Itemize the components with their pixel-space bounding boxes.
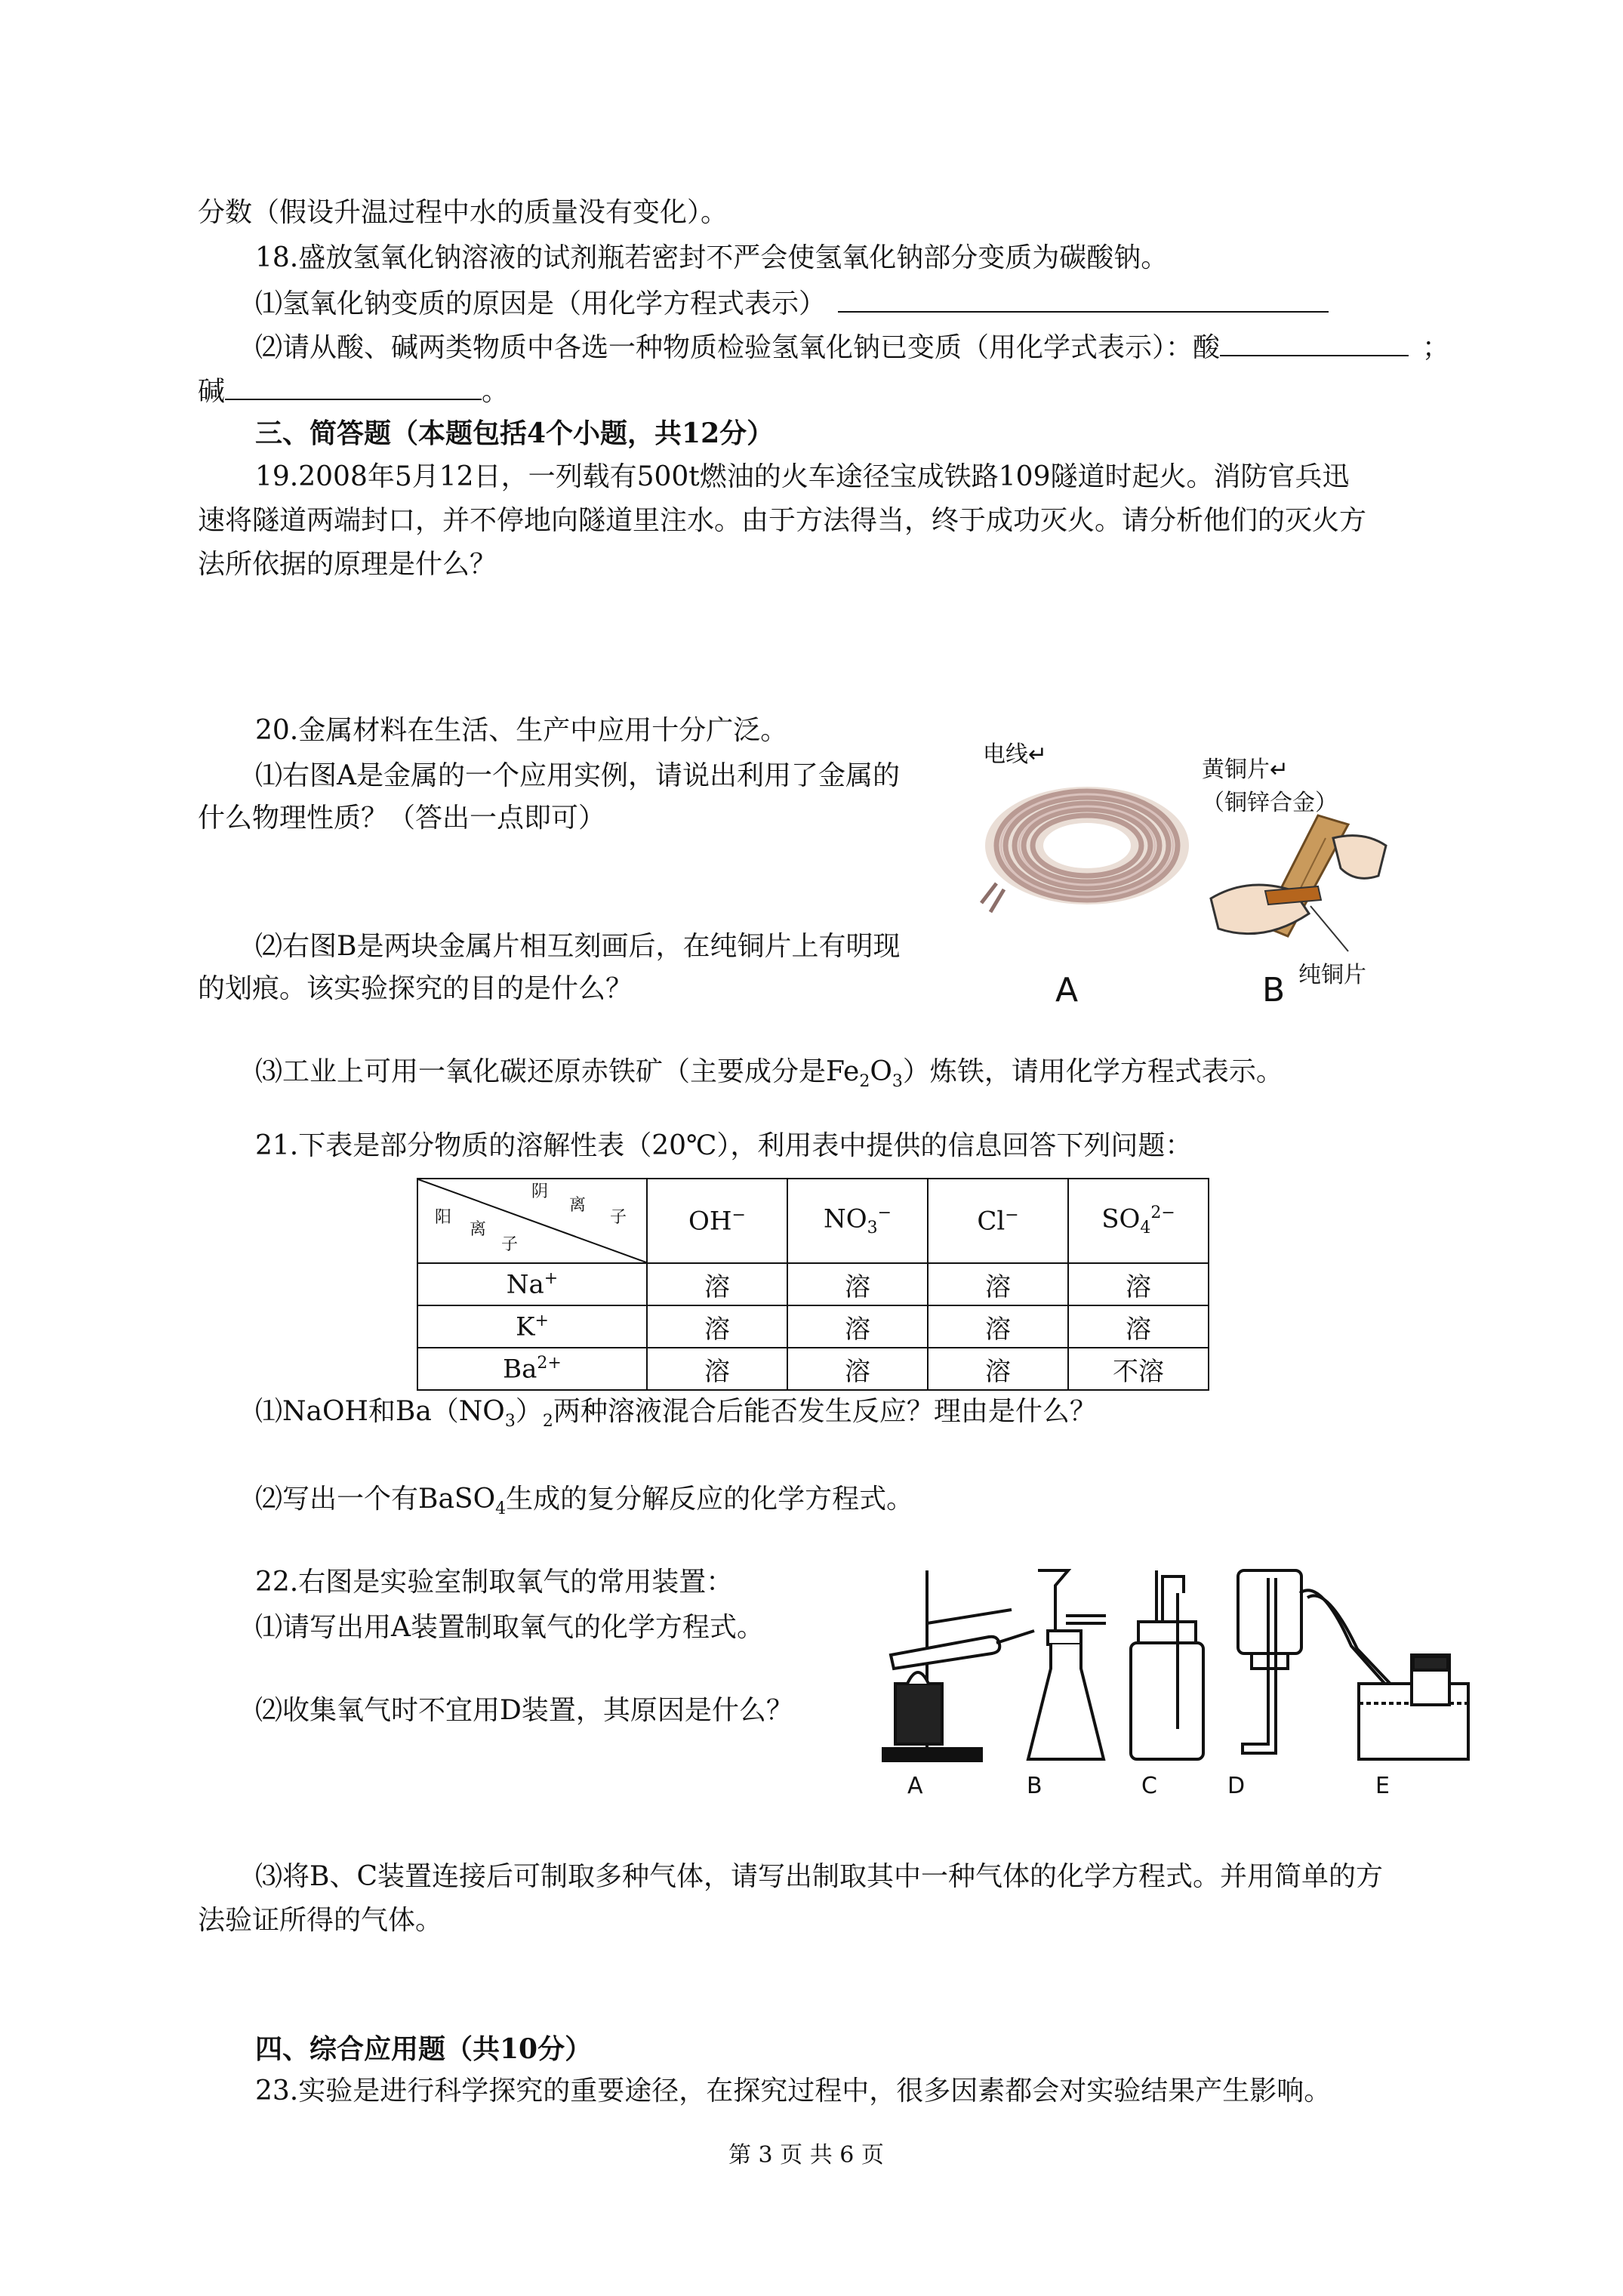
corner-cation-2: 离 (470, 1220, 487, 1239)
q19-line1: 19.2008年5月12日，一列载有500t燃油的火车途径宝成铁路109隧道时起火。消防官兵迅 (255, 461, 1350, 492)
table-row (417, 1263, 1209, 1305)
section-3-title: 三、简答题（本题包括4个小题，共12分） (255, 418, 775, 449)
section-4-title: 四、综合应用题（共10分） (255, 2033, 593, 2065)
apparatus-drawings (868, 1555, 1472, 1767)
q19-line2: 速将隧道两端封口，并不停地向隧道里注水。由于方法得当，终于成功灭火。请分析他们的灭火方 (198, 505, 1367, 536)
apparatus-label-a: A (907, 1773, 923, 1799)
anion-header-oh: OH− (647, 1179, 787, 1263)
brass-label: 黄铜片↵ (1202, 757, 1289, 783)
figure-label-a: A (1055, 971, 1079, 1009)
q20-stem: 20.金属材料在生活、生产中应用十分广泛。 (255, 715, 788, 746)
cation-k: K+ (417, 1305, 647, 1348)
table-cell: 溶 (647, 1305, 787, 1348)
wire-label: 电线↵ (983, 741, 1048, 768)
table-cell: 溶 (787, 1263, 928, 1305)
table-cell: 溶 (928, 1305, 1068, 1348)
q22-part3-line1: ⑶将B、C装置连接后可制取多种气体，请写出制取其中一种气体的化学方程式。并用简单的方 (255, 1861, 1384, 1892)
table-header-row (417, 1179, 1209, 1263)
page-footer: 第 3 页 共 6 页 (728, 2142, 884, 2168)
brass-note: （铜锌合金） (1202, 790, 1338, 816)
q20-part3-pre: ⑶工业上可用一氧化碳还原赤铁矿（主要成分是Fe (255, 1056, 860, 1087)
table-row (417, 1348, 1209, 1390)
apparatus-label-c: C (1141, 1773, 1157, 1799)
q21-part2: ⑵写出一个有BaSO$_4$生成的复分解反应的化学方程式。 (255, 1484, 914, 1519)
table-cell: 溶 (928, 1263, 1068, 1305)
corner-cation-1: 阳 (435, 1208, 452, 1227)
table-cell: 溶 (647, 1348, 787, 1390)
q20-part3-sub2: 3 (892, 1072, 903, 1092)
q21-stem: 21.下表是部分物质的溶解性表（20℃），利用表中提供的信息回答下列问题： (255, 1130, 1193, 1161)
table-cell: 溶 (787, 1348, 928, 1390)
table-row (417, 1305, 1209, 1348)
apparatus-d (1238, 1570, 1301, 1753)
figure-label-b: B (1262, 971, 1286, 1009)
anion-header-so4: $SO_4^{2-}$ (1068, 1179, 1209, 1263)
apparatus-label-b: B (1027, 1773, 1042, 1799)
q20-part1-line1: ⑴右图A是金属的一个应用实例，请说出利用了金属的 (255, 760, 900, 791)
q20-part2-line1: ⑵右图B是两块金属片相互刻画后，在纯铜片上有明现 (255, 931, 901, 962)
table-cell: 溶 (1068, 1305, 1209, 1348)
q23-stem: 23.实验是进行科学探究的重要途径，在探究过程中，很多因素都会对实验结果产生影响。 (255, 2076, 1332, 2106)
q18-base-end: 。 (482, 376, 510, 407)
q17-tail: 分数（假设升温过程中水的质量没有变化）。 (198, 197, 728, 228)
table-corner-cell (417, 1179, 647, 1263)
apparatus-b (1028, 1570, 1106, 1759)
q18-part1-text: ⑴氢氧化钠变质的原因是（用化学方程式表示） (255, 288, 827, 319)
q20-figure (966, 725, 1419, 1012)
corner-anion-1: 阴 (531, 1182, 549, 1201)
corner-anion-3: 子 (610, 1208, 627, 1227)
table-cell: 溶 (787, 1305, 928, 1348)
corner-cation-3: 子 (501, 1235, 519, 1254)
q20-part3 (255, 1056, 1283, 1092)
corner-anion-2: 离 (569, 1196, 587, 1215)
table-cell: 溶 (647, 1263, 787, 1305)
q18-part2 (255, 332, 1449, 362)
q18-base-label: 碱 (198, 376, 226, 407)
table-cell: 不溶 (1068, 1348, 1209, 1390)
q18-stem: 18.盛放氢氧化钠溶液的试剂瓶若密封不严会使氢氧化钠部分变质为碳酸钠。 (255, 242, 1169, 273)
q18-part2-end: ； (1422, 332, 1450, 363)
q18-acid-blank[interactable] (1220, 332, 1409, 356)
q18-part1-answer-blank[interactable] (838, 288, 1329, 313)
q18-base-blank[interactable] (225, 376, 482, 400)
q22-part2: ⑵收集氧气时不宜用D装置，其原因是什么？ (255, 1695, 793, 1726)
solubility-table (417, 1178, 1209, 1391)
apparatus-a (883, 1570, 1034, 1761)
q22-part3-line2: 法验证所得的气体。 (198, 1905, 443, 1936)
apparatus-label-e: E (1375, 1773, 1390, 1799)
q20-part3-mid: O (870, 1056, 892, 1087)
q18-part2-text: ⑵请从酸、碱两类物质中各选一种物质检验氢氧化钠已变质（用化学式表示）：酸 (255, 332, 1221, 363)
anion-header-no3: $NO_3^-$ (787, 1179, 928, 1263)
anion-header-cl: Cl− (928, 1179, 1068, 1263)
q22-part1: ⑴请写出用A装置制取氧气的化学方程式。 (255, 1612, 764, 1643)
q20-part3-sub1: 2 (859, 1072, 870, 1092)
scratch-test-image (1205, 808, 1401, 959)
q20-part3-post: ）炼铁，请用化学方程式表示。 (902, 1056, 1283, 1087)
cation-ba: $Ba^{2+}$ (417, 1348, 647, 1390)
apparatus-label-d: D (1227, 1773, 1246, 1799)
q19-line3: 法所依据的原理是什么？ (198, 549, 497, 580)
q20-part1-line2: 什么物理性质？（答出一点即可） (198, 803, 606, 834)
apparatus-e (1300, 1590, 1468, 1759)
wire-coil-image (974, 770, 1200, 921)
table-cell: 溶 (1068, 1263, 1209, 1305)
q20-part2-line2: 的划痕。该实验探究的目的是什么？ (198, 973, 633, 1004)
cation-na: Na+ (417, 1263, 647, 1305)
q18-part1 (255, 288, 1329, 318)
table-cell: 溶 (928, 1348, 1068, 1390)
apparatus-c (1131, 1570, 1203, 1759)
q21-part1: ⑴NaOH和$Ba(NO_3)_2$两种溶液混合后能否发生反应？理由是什么？ (255, 1396, 1097, 1432)
pure-copper-label: 纯铜片 (1298, 962, 1366, 988)
q22-stem: 22.右图是实验室制取氧气的常用装置： (255, 1567, 734, 1598)
q22-apparatus-figure (868, 1555, 1472, 1812)
q18-part2-base (198, 376, 509, 405)
